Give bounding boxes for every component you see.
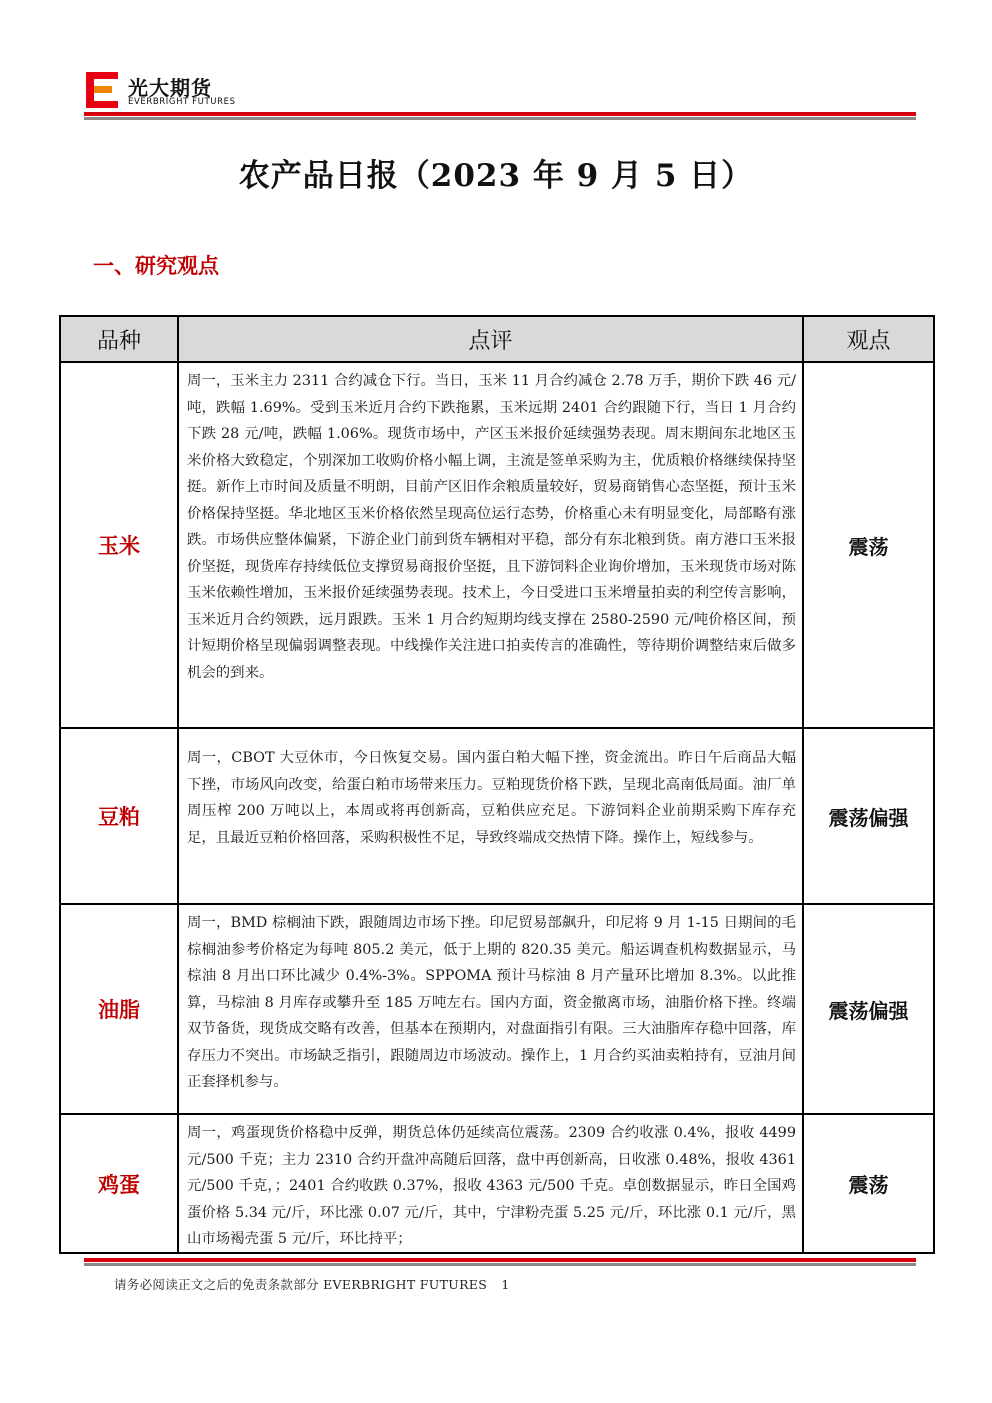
table-row [60,904,934,1114]
table-row [60,362,934,728]
view-cell: 震荡 [803,362,934,728]
research-view-table [59,315,935,1254]
view-cell: 震荡 [803,1114,934,1253]
footer-disclaimer-text: 请务必阅读正文之后的免责条款部分 EVERBRIGHT FUTURES [114,1277,488,1292]
header-comment: 点评 [178,316,803,362]
comment-cell [178,728,803,904]
variety-cell: 玉米 [60,362,178,728]
footer-divider-gray [84,1263,916,1266]
section-heading: 一、研究观点 [93,253,219,278]
logo-chinese-name: 光大期货 [128,76,212,100]
variety-cell: 豆粕 [60,728,178,904]
company-logo [86,70,286,110]
header-divider-red [84,112,916,116]
logo-english-name: EVERBRIGHT FUTURES [128,97,236,107]
table-row [60,1114,934,1253]
footer-divider-red [84,1258,916,1262]
view-cell: 震荡偏强 [803,904,934,1114]
comment-cell: 周一，玉米主力 2311 合约减仓下行。当日，玉米 11 月合约减仓 2.78 万手，期价下跌 46 元/吨，跌幅 1.69%。受到玉米近月合约下跌拖累，玉米远期 2401 合约跟随下行，当日 1 月合约下跌 28 元/吨，跌幅 1.06%。现货市场中，产区玉米报价延续强势表现。周末期间东北地区玉米价格大致稳定，个别深加工收购价格小幅上调，主流是签单采购为主，优质粮价格继续保持坚挺。新作上市时间及质量不明朗，目前产区旧作余粮质量较好，贸易商销售心态坚挺，预计玉米价格保持坚挺。华北地区玉米价格依然呈现高位运行态势，价格重心未有明显变化，局部略有涨跌。市场供应整体偏紧，下游企业门前到货车辆相对平稳，部分有东北粮到货。南方港口玉米报价坚挺，现货库存持续低位支撑贸易商报价坚挺，且下游饲料企业询价增加，玉米现货市场对陈玉米依赖性增加，玉米报价延续强势表现。技术上，今日受进口玉米增量拍卖的利空传言影响，玉米近月合约领跌，远月跟跌。玉米 1 月合约短期均线支撑在 2580-2590 元/吨价格区间，预计短期价格呈现偏弱调整表现。中线操作关注进口拍卖传言的准确性，等待期价调整结束后做多机会的到来。 [178,362,803,728]
comment-cell [178,1114,803,1253]
comment-text: 周一，鸡蛋现货价格稳中反弹，期货总体仍延续高位震荡。2309 合约收涨 0.4%，报收 4499 元/500 千克；主力 2310 合约开盘冲高随后回落，盘中再创新高，日收涨 0.48%，报收 4361 元/500 千克，；2401 合约收跌 0.37%，报收 4363 元/500 千克。卓创数据显示，昨日全国鸡蛋价格 5.34 元/斤，环比涨 0.07 元/斤，其中，宁津粉壳蛋 5.25 元/斤，环比涨 0.1 元/斤，黑山市场褐壳蛋 5 元/斤，环比持平； [187,1125,796,1247]
page-number: 1 [501,1277,510,1292]
table-header-row [60,316,934,362]
header-divider-gray [84,117,916,120]
variety-cell: 鸡蛋 [60,1114,178,1253]
report-title: 农产品日报（2023 年 9 月 5 日） [238,158,754,194]
header-variety: 品种 [60,316,178,362]
comment-text: 周一，CBOT 大豆休市，今日恢复交易。国内蛋白粕大幅下挫，资金流出。昨日午后商品大幅下挫，市场风向改变，给蛋白粕市场带来压力。豆粕现货价格下跌，呈现北高南低局面。油厂单周压榨 200 万吨以上，本周或将再创新高，豆粕供应充足。下游饲料企业前期采购下库存充足，且最近豆粕价格回落，采购积极性不足，导致终端成交热情下降。操作上，短线参与。 [187,750,796,846]
view-cell: 震荡偏强 [803,728,934,904]
footer-disclaimer [114,1275,510,1293]
variety-cell: 油脂 [60,904,178,1114]
comment-cell: 周一，BMD 棕榈油下跌，跟随周边市场下挫。印尼贸易部飙升，印尼将 9 月 1-15 日期间的毛棕榈油参考价格定为每吨 805.2 美元，低于上期的 820.35 美元。船运调查机构数据显示，马棕油 8 月出口环比减少 0.4%-3%。SPPOMA 预计马棕油 8 月产量环比增加 8.3%。以此推算，马棕油 8 月库存或攀升至 185 万吨左右。国内方面，资金撤离市场，油脂价格下挫。终端双节备货，现货成交略有改善，但基本在预期内，对盘面指引有限。三大油脂库存稳中回落，库存压力不突出。市场缺乏指引，跟随周边市场波动。操作上，1 月合约买油卖粕持有，豆油月间正套择机参与。 [178,904,803,1114]
header-view: 观点 [803,316,934,362]
everbright-logo-icon [86,72,120,108]
table-row [60,728,934,904]
